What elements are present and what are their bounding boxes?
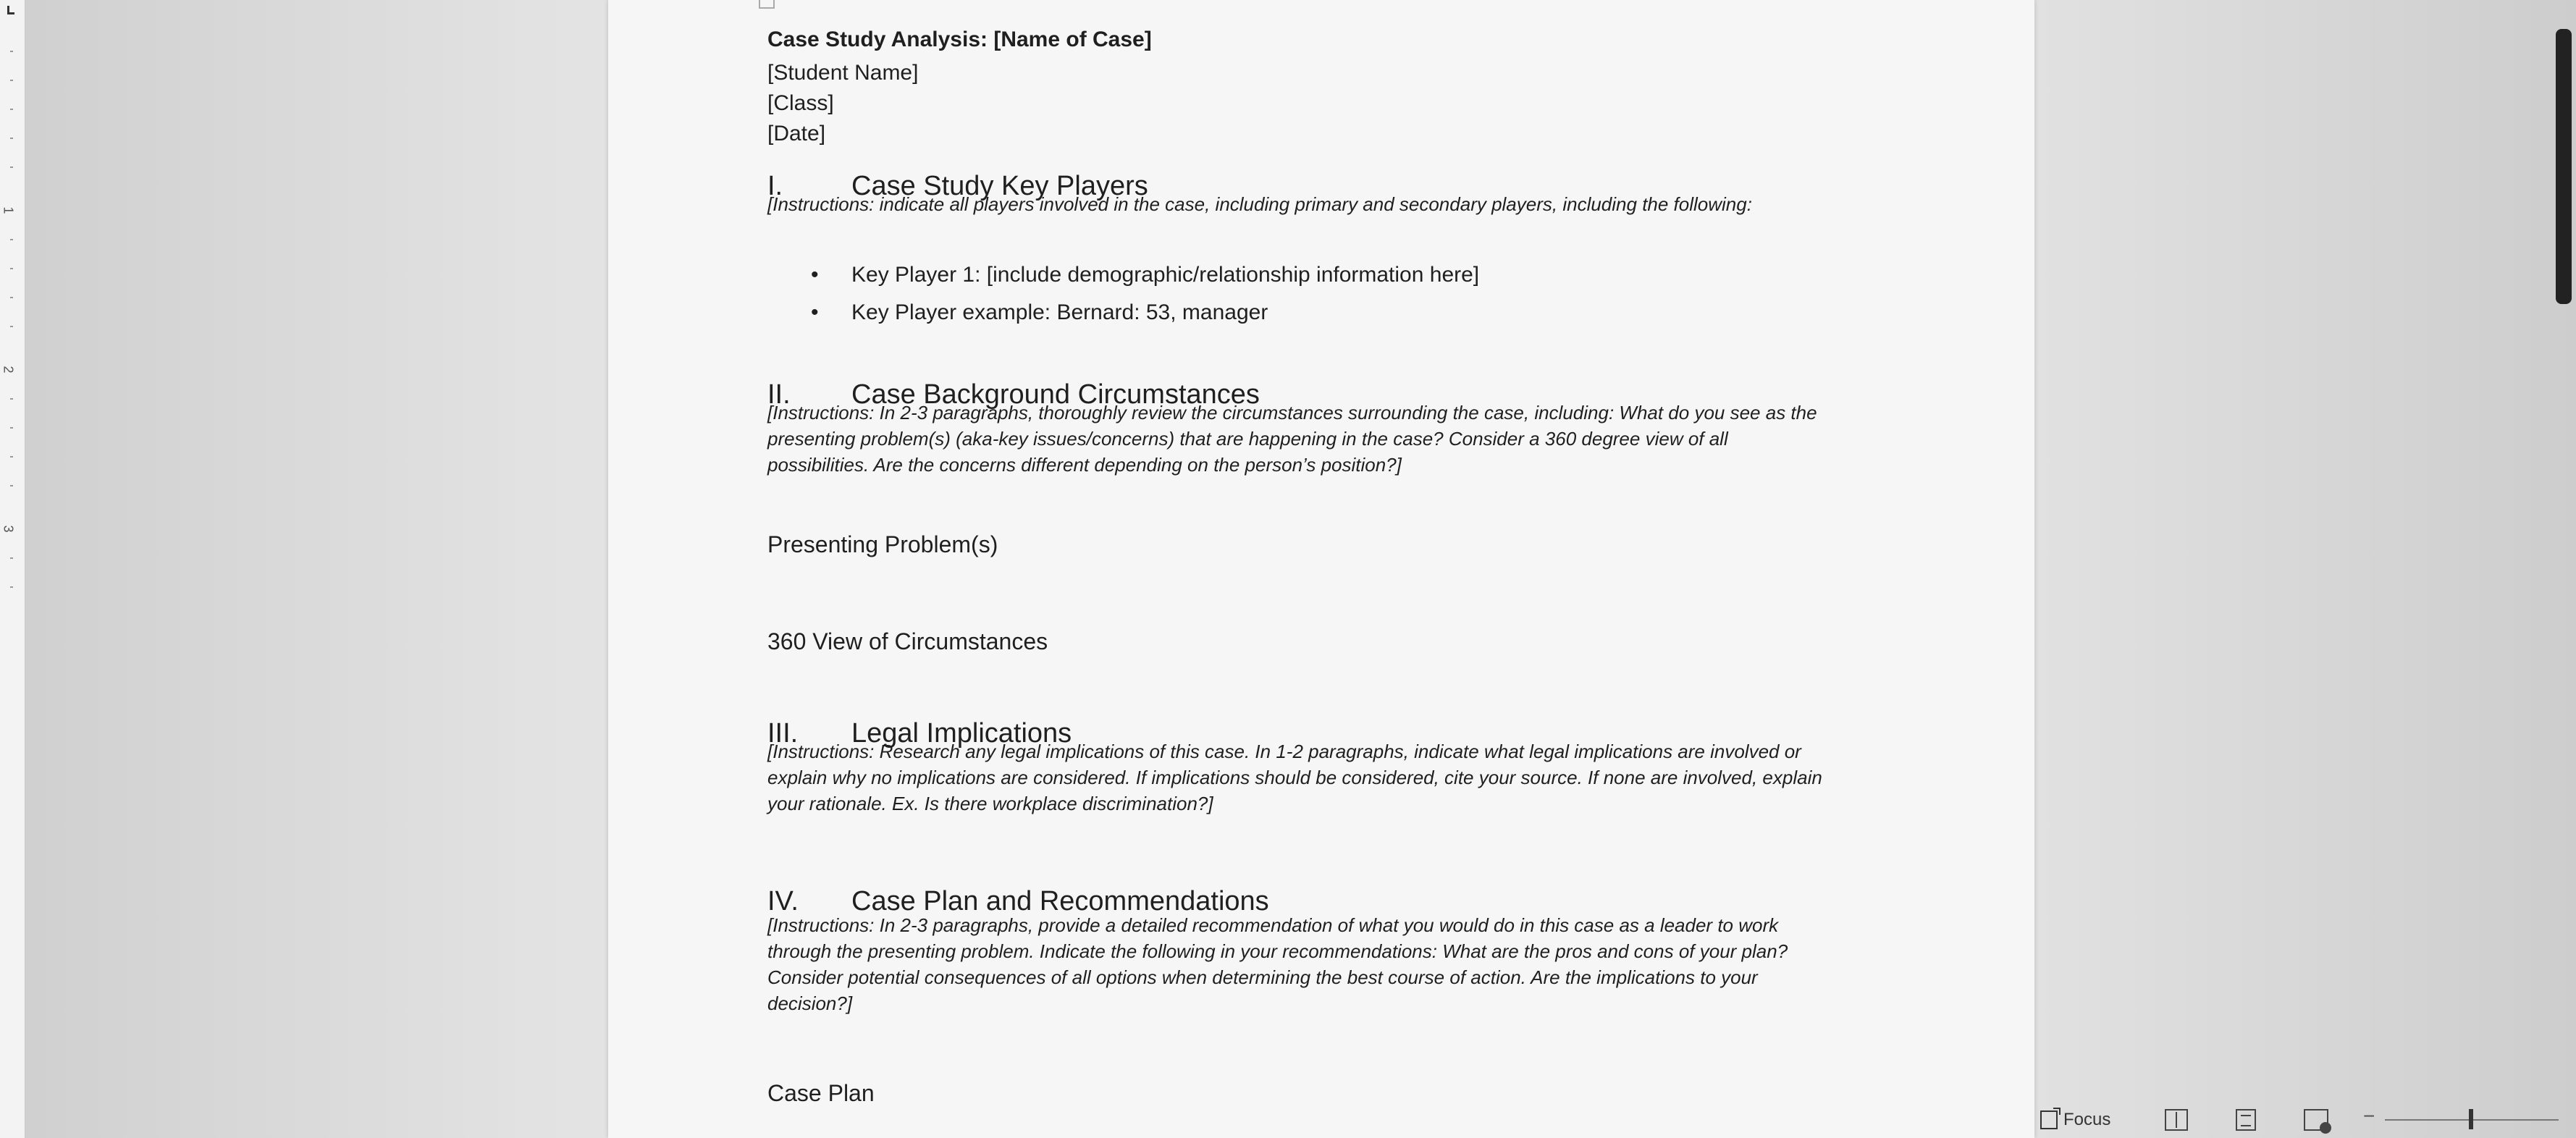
ruler-number: 1	[1, 206, 16, 214]
section-instructions[interactable]: [Instructions: indicate all players involved in the case, including primary and secondary players, including the following:	[767, 193, 1752, 215]
print-layout-icon[interactable]	[2236, 1109, 2256, 1131]
ruler-tick	[10, 297, 13, 298]
key-players-list[interactable]	[767, 256, 1479, 332]
section-title: Case Background Circumstances	[851, 379, 1260, 410]
ruler-tick	[10, 239, 13, 240]
section-number: II.	[767, 379, 791, 410]
subheading-360-view[interactable]: 360 View of Circumstances	[767, 628, 1048, 654]
vertical-ruler[interactable]	[0, 0, 25, 1138]
zoom-slider-thumb[interactable]	[2469, 1109, 2473, 1129]
ruler-tick	[10, 326, 13, 327]
ruler-tick	[10, 427, 13, 429]
ruler-tick	[10, 80, 13, 81]
ruler-tick	[10, 268, 13, 269]
section-instructions[interactable]: [Instructions: Research any legal implications of this case. In 1-2 paragraphs, indicate what legal implications are involved or explain why no implications are considered. If implications should be considered, cite your source. If none are involved, explain your rationale. Ex. Is there workplace discrimination?]	[767, 741, 1822, 814]
class-field[interactable]: [Class]	[767, 91, 834, 115]
section-instructions[interactable]: [Instructions: In 2-3 paragraphs, provide a detailed recommendation of what you would do in this case as a leader to work through the presenting problem. Indicate the following in your recommendations: What are the pros and cons of your plan? Consider potential consequences of all options when determining the best course of action. Are the implications to your decision?]	[767, 914, 1788, 1014]
ruler-tick	[10, 109, 13, 110]
subheading-presenting-problem[interactable]: Presenting Problem(s)	[767, 531, 998, 557]
ruler-tick	[10, 485, 13, 486]
section-title: Case Plan and Recommendations	[851, 886, 1269, 916]
section-title: Legal Implications	[851, 718, 1072, 749]
zoom-out-button[interactable]: −	[2363, 1105, 2375, 1127]
ruler-tick	[10, 557, 13, 559]
section-instructions[interactable]: [Instructions: In 2-3 paragraphs, thoroughly review the circumstances surrounding the case, including: What do you see as the presenting problem(s) (aka-key issues/concerns) that are happening in the case? Consider a 360 degree view of all possibilities. Are the concerns different depending on the person’s position?]	[767, 402, 1817, 476]
list-item[interactable]: • Key Player 1: [include demographic/relationship information here]	[767, 256, 1479, 294]
date-field[interactable]: [Date]	[767, 122, 826, 146]
ruler-number: 3	[1, 525, 16, 533]
web-layout-icon[interactable]	[2304, 1109, 2328, 1131]
ruler-tick	[10, 398, 13, 400]
document-title[interactable]: Case Study Analysis: [Name of Case]	[767, 28, 1152, 51]
ruler-tick	[10, 138, 13, 139]
ruler-number: 2	[1, 366, 16, 374]
focus-button[interactable]	[2040, 1108, 2110, 1132]
status-bar	[2027, 1100, 2576, 1138]
section-title: Case Study Key Players	[851, 171, 1148, 201]
read-mode-icon[interactable]	[2165, 1109, 2188, 1131]
subheading-case-plan[interactable]: Case Plan	[767, 1080, 875, 1106]
section-number: I.	[767, 171, 783, 201]
ruler-tick	[10, 167, 13, 168]
focus-icon	[2040, 1110, 2058, 1129]
tab-stop-selector-icon[interactable]	[7, 6, 14, 14]
section-number: IV.	[767, 886, 799, 916]
focus-label: Focus	[2063, 1110, 2111, 1129]
section-number: III.	[767, 718, 799, 749]
ruler-tick	[10, 456, 13, 458]
ruler-tick	[10, 51, 13, 52]
ruler-tick	[10, 586, 13, 588]
page-top-marker	[759, 0, 775, 9]
list-item[interactable]: • Key Player example: Bernard: 53, manager	[767, 294, 1479, 332]
vertical-scrollbar[interactable]	[2556, 29, 2572, 304]
student-name[interactable]: [Student Name]	[767, 61, 919, 85]
